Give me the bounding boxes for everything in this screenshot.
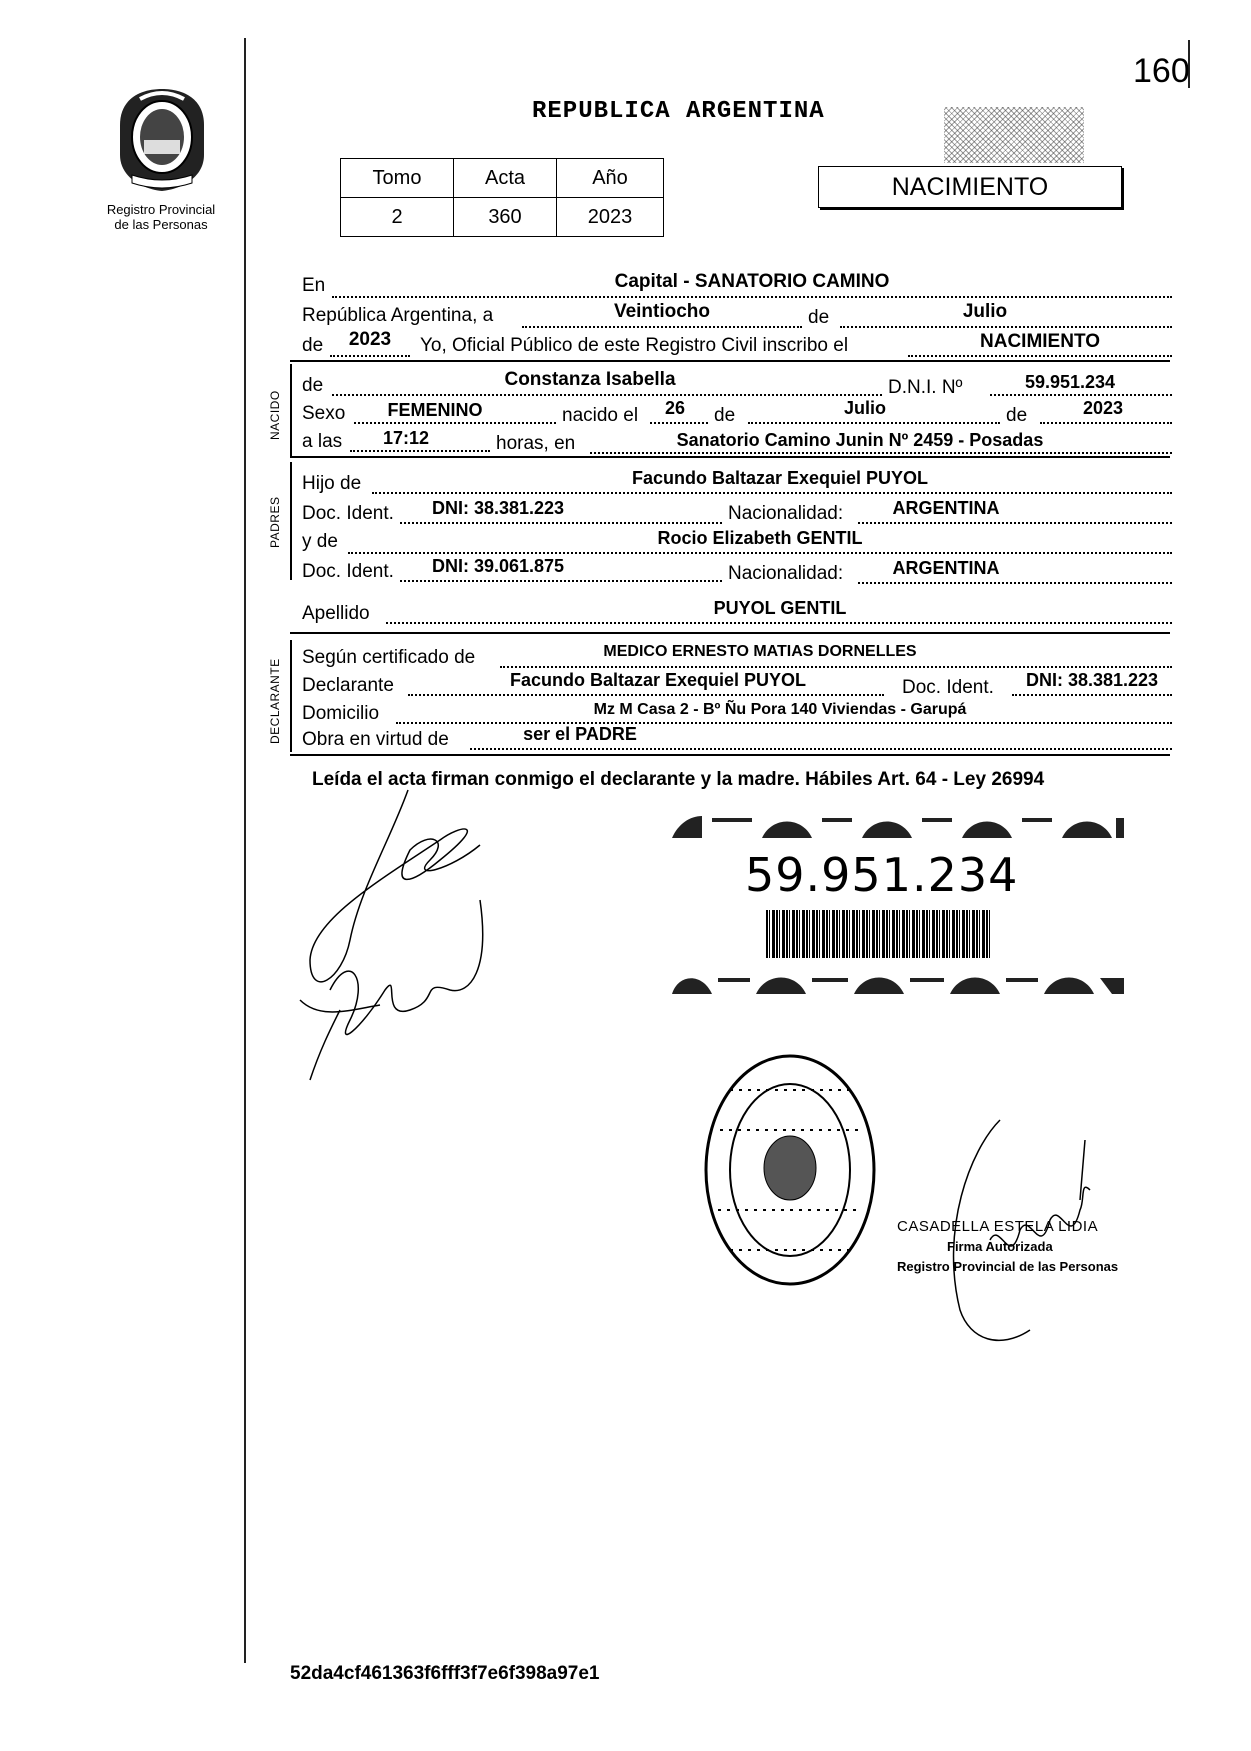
label-de-nombre: de bbox=[302, 375, 324, 396]
divider bbox=[290, 632, 1170, 634]
value-dia: Veintiocho bbox=[613, 301, 711, 322]
label-obra: Obra en virtud de bbox=[302, 729, 449, 750]
value-madre-dni: DNI: 39.061.875 bbox=[431, 556, 565, 576]
value-anio: 2023 bbox=[348, 329, 392, 350]
dotted-line bbox=[386, 622, 1172, 624]
section-bracket bbox=[290, 640, 292, 752]
label-declarante: Declarante bbox=[302, 675, 394, 696]
dotted-line bbox=[840, 326, 1172, 328]
label-a-las: a las bbox=[302, 431, 343, 452]
value-obra: ser el PADRE bbox=[523, 724, 637, 744]
label-doc-ident-decl: Doc. Ident. bbox=[902, 677, 994, 698]
signature-note: Leída el acta firman conmigo el declarante y la madre. Hábiles Art. 64 - Ley 26994 bbox=[312, 769, 1045, 790]
table-cell: 2 bbox=[341, 198, 454, 237]
logo-caption: Registro Provincial de las Personas bbox=[106, 202, 216, 232]
section-bracket bbox=[290, 462, 292, 580]
side-label-declarante: DECLARANTE bbox=[268, 658, 282, 744]
label-sexo: Sexo bbox=[302, 403, 346, 424]
authority-role: Firma Autorizada bbox=[947, 1239, 1053, 1254]
divider bbox=[290, 754, 1170, 756]
label-horas-en: horas, en bbox=[496, 433, 576, 454]
security-band-top bbox=[672, 812, 1124, 838]
label-doc-ident-1: Doc. Ident. bbox=[302, 503, 394, 524]
dotted-line bbox=[1012, 694, 1172, 696]
value-apellido: PUYOL GENTIL bbox=[713, 598, 847, 618]
value-padre-dni: DNI: 38.381.223 bbox=[431, 498, 565, 518]
dotted-line bbox=[372, 492, 1172, 494]
label-en: En bbox=[302, 275, 326, 296]
record-table bbox=[340, 158, 664, 237]
provincial-shield-icon bbox=[112, 85, 212, 195]
value-hora: 17:12 bbox=[382, 428, 430, 448]
table-header: Año bbox=[557, 159, 664, 198]
side-label-padres: PADRES bbox=[268, 496, 282, 548]
dotted-line bbox=[858, 582, 1172, 584]
security-pattern bbox=[944, 107, 1084, 163]
value-declarante: Facundo Baltazar Exequiel PUYOL bbox=[509, 670, 807, 690]
barcode-number: 59.951.234 bbox=[745, 848, 1019, 902]
divider bbox=[290, 360, 1170, 362]
value-sexo: FEMENINO bbox=[387, 400, 483, 420]
doc-type-box: NACIMIENTO bbox=[818, 166, 1122, 208]
table-cell: 2023 bbox=[557, 198, 664, 237]
left-margin-line bbox=[244, 38, 246, 1663]
label-republica: República Argentina, a bbox=[302, 305, 494, 326]
label-de-nac-mes: de bbox=[714, 405, 736, 426]
authority-name: CASADELLA ESTELA LIDIA bbox=[897, 1218, 1099, 1235]
document-hash: 52da4cf461363f6fff3f7e6f398a97e1 bbox=[290, 1663, 600, 1684]
value-declarante-dni: DNI: 38.381.223 bbox=[1025, 670, 1159, 690]
label-dni: D.N.I. Nº bbox=[888, 377, 963, 398]
side-label-nacido: NACIDO bbox=[268, 390, 282, 440]
signature-declarante bbox=[290, 780, 530, 1110]
authority-block bbox=[897, 1217, 1118, 1277]
official-seal bbox=[700, 1050, 880, 1290]
value-madre-nac: ARGENTINA bbox=[892, 558, 1000, 578]
dotted-line bbox=[590, 452, 1172, 454]
dotted-line bbox=[330, 355, 410, 357]
dotted-line bbox=[748, 422, 1000, 424]
dotted-line bbox=[858, 522, 1172, 524]
section-bracket bbox=[290, 364, 292, 456]
dotted-line bbox=[650, 422, 708, 424]
dotted-line bbox=[354, 422, 556, 424]
barcode bbox=[766, 910, 992, 958]
label-nacionalidad-2: Nacionalidad: bbox=[728, 563, 844, 584]
label-de-anio: de bbox=[302, 335, 324, 356]
value-acto: NACIMIENTO bbox=[980, 331, 1100, 352]
label-segun: Según certificado de bbox=[302, 647, 476, 668]
value-lugar-nac: Sanatorio Camino Junin Nº 2459 - Posadas bbox=[676, 430, 1044, 450]
value-dni: 59.951.234 bbox=[1024, 372, 1116, 392]
dotted-line bbox=[470, 748, 1172, 750]
dotted-line bbox=[522, 326, 802, 328]
dotted-line bbox=[332, 296, 1172, 298]
dotted-line bbox=[1040, 422, 1172, 424]
value-nombre: Constanza Isabella bbox=[504, 369, 676, 390]
dotted-line bbox=[400, 580, 722, 582]
dotted-line bbox=[350, 450, 490, 452]
label-hijo-de: Hijo de bbox=[302, 473, 362, 494]
table-header: Acta bbox=[454, 159, 557, 198]
value-domicilio: Mz M Casa 2 - Bº Ñu Pora 140 Viviendas - Garupá bbox=[593, 701, 967, 718]
security-band-bottom bbox=[672, 968, 1124, 994]
value-certificado: MEDICO ERNESTO MATIAS DORNELLES bbox=[603, 643, 917, 660]
table-cell: 360 bbox=[454, 198, 557, 237]
label-doc-ident-2: Doc. Ident. bbox=[302, 561, 394, 582]
value-nac-mes: Julio bbox=[843, 398, 886, 418]
label-de-mes: de bbox=[808, 307, 830, 328]
label-de-nac-anio: de bbox=[1006, 405, 1028, 426]
dotted-line bbox=[908, 355, 1172, 357]
label-nacionalidad-1: Nacionalidad: bbox=[728, 503, 844, 524]
page-number: 160 bbox=[1133, 52, 1190, 90]
dotted-line bbox=[408, 694, 884, 696]
value-padre-nac: ARGENTINA bbox=[892, 498, 1000, 518]
label-domicilio: Domicilio bbox=[302, 703, 380, 724]
label-apellido: Apellido bbox=[302, 603, 370, 624]
value-lugar: Capital - SANATORIO CAMINO bbox=[614, 271, 890, 292]
document-title: REPUBLICA ARGENTINA bbox=[532, 98, 825, 125]
value-mes: Julio bbox=[962, 301, 1008, 322]
label-y-de: y de bbox=[302, 531, 338, 552]
dotted-line bbox=[400, 522, 722, 524]
divider bbox=[290, 456, 1170, 458]
label-nacido-el: nacido el bbox=[562, 405, 639, 426]
value-madre: Rocio Elizabeth GENTIL bbox=[657, 528, 863, 548]
value-padre: Facundo Baltazar Exequiel PUYOL bbox=[631, 468, 929, 488]
label-yo: Yo, Oficial Público de este Registro Civil inscribo el bbox=[420, 335, 849, 356]
value-nac-anio: 2023 bbox=[1082, 398, 1124, 418]
table-header: Tomo bbox=[341, 159, 454, 198]
value-nac-dia: 26 bbox=[664, 398, 686, 418]
authority-org: Registro Provincial de las Personas bbox=[897, 1259, 1119, 1274]
